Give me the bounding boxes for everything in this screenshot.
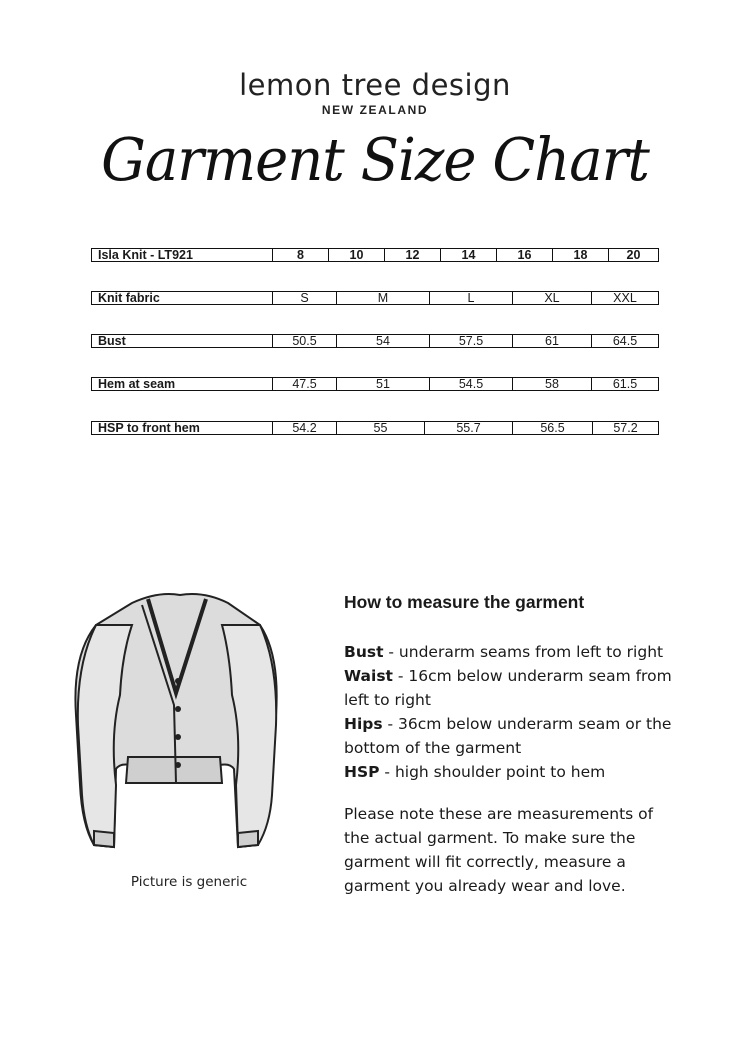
table-cell: L — [429, 292, 512, 304]
row-label: Bust — [98, 334, 126, 348]
row-label: HSP to front hem — [98, 421, 200, 435]
table-cell: 58 — [512, 378, 591, 390]
table-cell: 50.5 — [272, 335, 336, 347]
table-cell: XXL — [591, 292, 658, 304]
row-label: Knit fabric — [98, 291, 160, 305]
table-cell: S — [272, 292, 336, 304]
table-cell: 20 — [608, 249, 658, 261]
table-cell: 57.2 — [592, 422, 658, 434]
size-row-bust — [91, 334, 659, 348]
size-row-style — [91, 248, 659, 262]
guide-term: HSP — [344, 763, 380, 781]
table-cell: 51 — [336, 378, 429, 390]
table-cell: 8 — [272, 249, 328, 261]
guide-desc: - 16cm below underarm seam from left to right — [344, 667, 672, 709]
guide-term: Bust — [344, 643, 384, 661]
page-title: Garment Size Chart — [101, 126, 649, 195]
guide-item-hsp — [344, 760, 684, 784]
row-label: Isla Knit - LT921 — [98, 248, 193, 262]
table-cell: 54.5 — [429, 378, 512, 390]
table-cell: 54.2 — [272, 422, 336, 434]
table-cell: M — [336, 292, 429, 304]
guide-desc: - underarm seams from left to right — [383, 643, 664, 661]
guide-note: Please note these are measurements of the actual garment. To make sure the garment will fit correctly, measure a garment you already wear and love. — [344, 805, 654, 895]
table-cell: 10 — [328, 249, 384, 261]
table-cell: 55.7 — [424, 422, 512, 434]
size-row-hsp-to-front-hem — [91, 421, 659, 435]
table-cell: 54 — [336, 335, 429, 347]
brand-subtitle: NEW ZEALAND — [321, 103, 429, 117]
table-cell: 18 — [552, 249, 608, 261]
table-cell: 55 — [336, 422, 424, 434]
size-row-knit-fabric — [91, 291, 659, 305]
table-cell: 12 — [384, 249, 440, 261]
brand-logo — [0, 68, 750, 102]
table-cell: XL — [512, 292, 591, 304]
table-cell: 61 — [512, 335, 591, 347]
guide-term: Hips — [344, 715, 383, 733]
cardigan-illustration — [70, 585, 285, 860]
guide-item-waist — [344, 664, 684, 712]
row-label: Hem at seam — [98, 377, 176, 391]
guide-term: Waist — [344, 667, 393, 685]
table-cell: 14 — [440, 249, 496, 261]
table-cell: 57.5 — [429, 335, 512, 347]
table-cell: 64.5 — [591, 335, 658, 347]
size-row-hem-at-seam — [91, 377, 659, 391]
guide-desc: - high shoulder point to hem — [379, 763, 606, 781]
guide-desc: - 36cm below underarm seam or the bottom of the garment — [344, 715, 672, 757]
guide-item-hips — [344, 712, 684, 760]
image-caption: Picture is generic — [130, 874, 248, 890]
table-cell: 61.5 — [591, 378, 658, 390]
brand-name: lemon tree design — [239, 68, 511, 102]
guide-item-bust — [344, 640, 684, 664]
guide-heading: How to measure the garment — [344, 592, 585, 612]
table-cell: 47.5 — [272, 378, 336, 390]
table-cell: 56.5 — [512, 422, 592, 434]
table-cell: 16 — [496, 249, 552, 261]
